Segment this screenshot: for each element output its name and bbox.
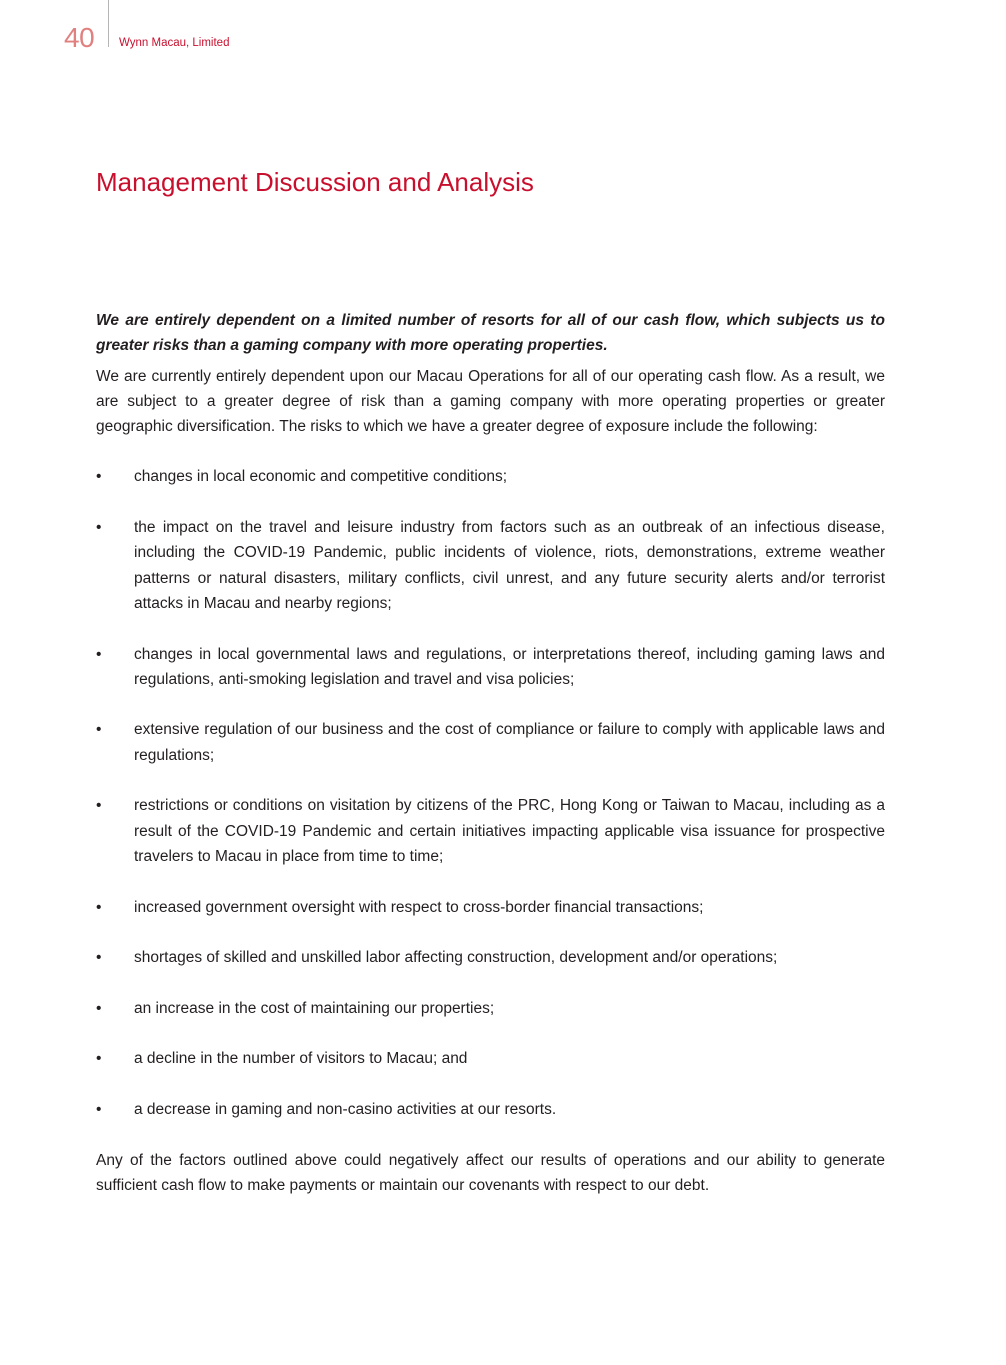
list-item [96,996,885,1021]
risk-list [96,464,885,1122]
list-item [96,515,885,616]
list-item [96,1097,885,1122]
list-item-text: the impact on the travel and leisure industry from factors such as an outbreak of an infectious disease, including the COVID-19 Pandemic, public incidents of violence, riots, demonstrations, extreme weather patterns or natural disasters, military conflicts, civil unrest, and any future security alerts and/or terrorist attacks in Macau and nearby regions; [134,519,885,612]
bullet-icon: • [96,519,102,537]
bullet-icon: • [96,721,102,739]
list-item [96,464,885,489]
bullet-icon: • [96,1050,102,1068]
list-item [96,793,885,869]
list-item-text: changes in local governmental laws and regulations, or interpretations thereof, including gaming laws and regulations, anti-smoking legislation and travel and visa policies; [134,645,885,688]
list-item [96,717,885,768]
list-item-text: a decrease in gaming and non-casino activities at our resorts. [134,1100,557,1118]
list-item [96,895,885,920]
list-item-text: an increase in the cost of maintaining our properties; [134,999,495,1017]
bullet-icon: • [96,949,102,967]
list-item-text: changes in local economic and competitive conditions; [134,468,508,486]
list-item-text: increased government oversight with respect to cross-border financial transactions; [134,898,704,916]
list-item [96,1046,885,1071]
closing-paragraph: Any of the factors outlined above could negatively affect our results of operations and our ability to generate sufficient cash flow to make payments or maintain our covenants with respect to our debt. [96,1151,885,1194]
header-divider [108,0,109,47]
bullet-icon: • [96,797,102,815]
bullet-icon: • [96,468,102,486]
company-name: Wynn Macau, Limited [119,37,230,49]
list-item-text: a decline in the number of visitors to Macau; and [134,1050,468,1068]
page-number: 40 [64,22,95,53]
list-item-text: shortages of skilled and unskilled labor affecting construction, development and/or operations; [134,949,778,967]
bullet-icon: • [96,999,102,1017]
list-item-text: extensive regulation of our business and the cost of compliance or failure to comply with applicable laws and regulations; [134,721,885,764]
risk-heading: We are entirely dependent on a limited number of resorts for all of our cash flow, which subjects us to greater risks than a gaming company with more operating properties. [96,312,885,355]
page-title: Management Discussion and Analysis [96,167,534,197]
risk-intro: We are currently entirely dependent upon our Macau Operations for all of our operating cash flow. As a result, we are subject to a greater degree of risk than a gaming company with more operating properties or greater geographic diversification. The risks to which we have a greater degree of exposure include the following: [96,367,885,436]
bullet-icon: • [96,1100,102,1118]
list-item [96,642,885,693]
bullet-icon: • [96,898,102,916]
main-content [96,308,885,1198]
bullet-icon: • [96,645,102,663]
list-item [96,945,885,970]
list-item-text: restrictions or conditions on visitation by citizens of the PRC, Hong Kong or Taiwan to Macau, including as a result of the COVID-19 Pandemic and certain initiatives impacting applicable visa issuance for prospective travelers to Macau in place from time to time; [134,797,885,865]
